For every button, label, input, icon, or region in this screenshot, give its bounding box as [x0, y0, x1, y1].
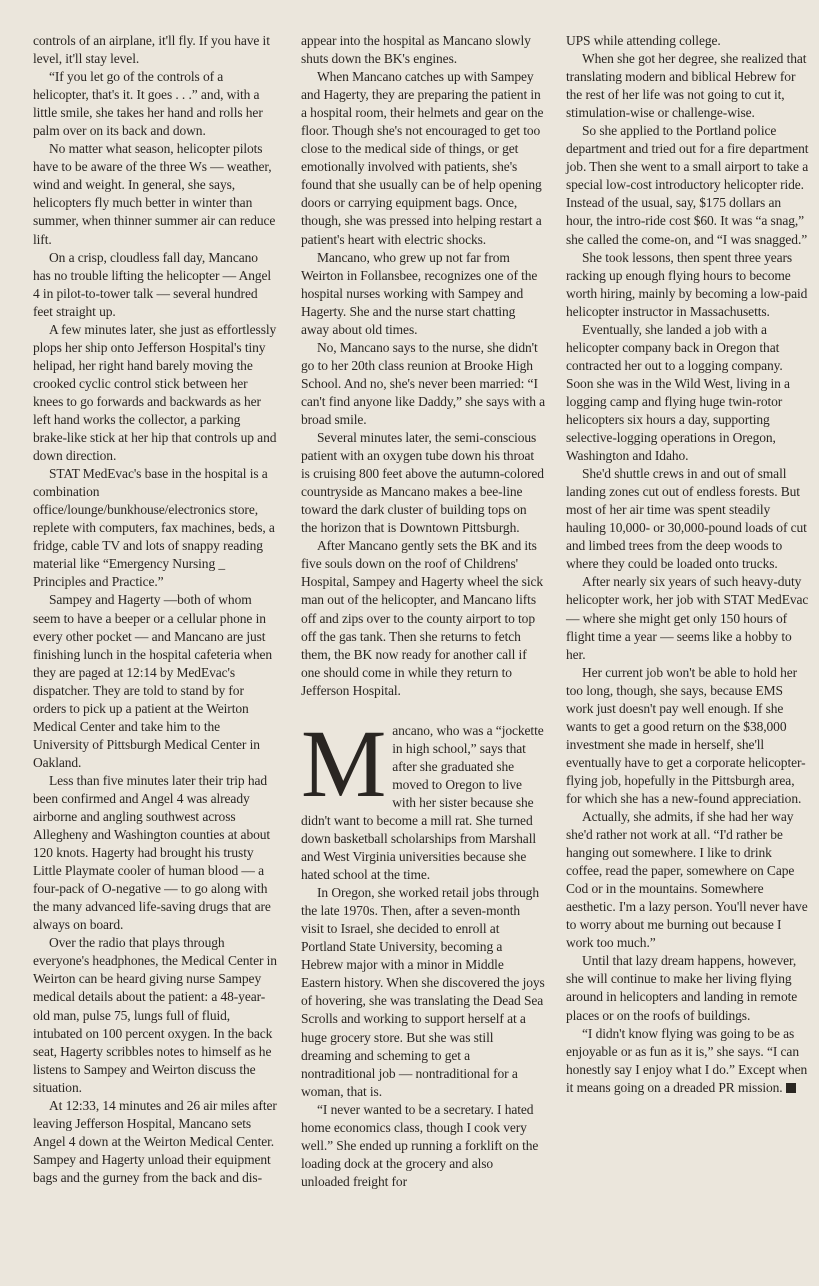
paragraph: Several minutes later, the semi-conscious patient with an oxygen tube down his throat is cruising 800 feet above the autumn-colored countryside as Mancano makes a bee-line toward the dark cluster of building tops on the horizon that is Downtown Pittsburgh. [301, 430, 544, 536]
paragraph: When Mancano catches up with Sampey and Hagerty, they are preparing the patient in a hospital room, their helmets and gear on the floor. Though she's not encouraged to get too close to the medical side of things, or get emotionally involved with patients, she's found that she usually can be of help opening doors or carrying equipment bags. Once, though, she was pressed into helping restart a patient's heart with electric shocks. [301, 69, 544, 247]
paragraph: No matter what season, helicopter pilots have to be aware of the three Ws — weather, wind and weight. In general, she says, helicopters fly much better in winter than summer, when thinner summer air can reduce lift. [33, 141, 276, 247]
end-mark-icon [786, 1083, 796, 1093]
final-paragraph-text: “I didn't know flying was going to be as enjoyable or as fun as it is,” she says. “I can honestly say I enjoy what I do.” Except when it means going on a dreaded PR mission. [566, 1025, 808, 1095]
paragraph: She took lessons, then spent three years racking up enough flying hours to become worth hiring, mainly by becoming a low-paid helicopter instructor in Massachusetts. [566, 249, 808, 319]
paragraph: Less than five minutes later their trip had been confirmed and Angel 4 was already airborne and angling southwest across Allegheny and Washington counties at about 120 knots. Hagerty had brought his trusty Little Playmate cooler of human blood — a four-pack of O-negative — to go along with the many advanced life-saving drugs that are always on board. [33, 772, 271, 933]
paragraph: “If you let go of the controls of a helicopter, that's it. It goes . . .” and, with a little smile, she takes her hand and rolls her palm over on its back and down. [33, 69, 263, 139]
paragraph: Over the radio that plays through everyone's headphones, the Medical Center in Weirton can be heard giving nurse Sampey medical details about the patient: a 48-year-old man, pulse 75, lungs full of fluid, intubated on 100 percent oxygen. In the back seat, Hagerty scribbles notes to himself as he listens to Sampey and Weirton discuss the situation. [33, 935, 277, 1095]
paragraph: Actually, she admits, if she had her way she'd rather not work at all. “I'd rather be hanging out somewhere. I like to drink coffee, read the paper, somewhere on Cape Cod or in the mountains. Somewhere aesthetic. I'm a lazy person. You'll never have to worry about me burning out because I work too much.” [566, 809, 808, 951]
column-1 [33, 32, 277, 1187]
paragraph: Eventually, she landed a job with a helicopter company back in Oregon that contracted her out to a logging company. Soon she was in the Wild West, living in a logging camp and flying huge twin-rotor helicopters six hours a day, supporting selective-logging operations in Oregon, Washington and Idaho. [566, 321, 790, 464]
paragraph: Her current job won't be able to hold her too long, though, she says, because EMS work just doesn't pay well enough. If she wants to get a good return on the $38,000 investment she made in herself, she'll eventually have to get a corporate helicopter-flying job, hopefully in the Pittsburgh area, for which she has a new-found appreciation. [566, 664, 806, 806]
paragraph: controls of an airplane, it'll fly. If you have it level, it'll stay level. [33, 33, 270, 67]
paragraph: In Oregon, she worked retail jobs through the late 1970s. Then, after a seven-month visit to Israel, she decided to enroll at Portland State University, becoming a Hebrew major with a minor in Middle Eastern history. When she discovered the joys of hovering, she was translating the Dead Sea Scrolls and working to support herself at a huge grocery store. But she was still dreaming and scheming to get a nontraditional job — nontraditional for a woman, that is. [301, 885, 545, 1099]
drop-cap: M [301, 709, 387, 817]
paragraph: She'd shuttle crews in and out of small landing zones cut out of endless forests. But most of her air time was spent steadily hauling 10,000- or 30,000-pound loads of cut and limbed trees from the deep woods to where they could be loaded onto trucks. [566, 466, 807, 572]
column-3 [566, 32, 810, 1097]
paragraph: So she applied to the Portland police department and tried out for a fire department job. Then she went to a small airport to take a special low-cost introductory helicopter ride. Instead of the usual, say, $175 dollars an hour, the intro-ride cost $60. It was “a snag,” she called the come-on, and “I was snagged.” [566, 123, 809, 247]
paragraph: Sampey and Hagerty —both of whom seem to have a beeper or a cellular phone in every other pocket — and Mancano are just finishing lunch in the hospital cafeteria when they are paged at 12:14 by MedEvac's dispatcher. They are told to stand by for orders to pick up a patient at the Weirton Medical Center and take him to the University of Pittsburgh Medical Center in Oakland. [33, 592, 273, 770]
paragraph: Mancano, who grew up not far from Weirton in Follansbee, recognizes one of the hospital nurses working with Sampey and Hagerty. She and the nurse start chatting away about old times. [301, 249, 538, 337]
paragraph: At 12:33, 14 minutes and 26 air miles after leaving Jefferson Hospital, Mancano sets Angel 4 down at the Weirton Medical Center. Sampey and Hagerty unload their equipment bags and the gurney from the back and dis- [33, 1097, 277, 1185]
column-2 [301, 32, 545, 1191]
paragraph: UPS while attending college. [566, 33, 721, 48]
paragraph: “I never wanted to be a secretary. I hated home economics class, though I cook very well.” She ended up running a forklift on the loading dock at the grocery and also unloaded freight for [301, 1101, 539, 1189]
dropcap-paragraph-text: ancano, who was a “jockette in high school,” says that after she graduated she moved to Oregon to live with her sister because she didn't want to become a mill rat. She turned down basketball scholarships from Marshall and West Virginia universities because she hated school at the time. [301, 722, 544, 883]
paragraph: A few minutes later, she just as effortlessly plops her ship onto Jefferson Hospital's tiny helipad, her right hand barely moving the crooked cyclic control stick between her knees to go forwards and backwards as her left hand works the collector, a parking brake-like stick at her hip that controls up and down direction. [33, 321, 277, 464]
paragraph: STAT MedEvac's base in the hospital is a combination office/lounge/bunkhouse/electronics store, replete with computers, fax machines, beds, a fridge, cable TV and lots of snappy reading material like “Emergency Nursing _ Principles and Practice.” [33, 466, 275, 590]
paragraph: appear into the hospital as Mancano slowly shuts down the BK's engines. [301, 33, 531, 67]
paragraph: No, Mancano says to the nurse, she didn't go to her 20th class reunion at Brooke High School. And no, she's never been married: “I can't find anyone like Daddy,” she says with a broad smile. [301, 339, 546, 427]
final-paragraph [566, 1025, 810, 1097]
paragraph: On a crisp, cloudless fall day, Mancano has no trouble lifting the helicopter — Angel 4 in pilot-to-tower talk — several hundred feet straight up. [33, 249, 272, 319]
paragraph: When she got her degree, she realized that translating modern and biblical Hebrew for the rest of her life was not going to cut it, stimulation-wise or challenge-wise. [566, 51, 807, 121]
paragraph: Until that lazy dream happens, however, she will continue to make her living flying around in helicopters and landing in remote places or on the roofs of buildings. [566, 953, 798, 1023]
paragraph-dropcap [301, 709, 545, 884]
paragraph: After nearly six years of such heavy-duty helicopter work, her job with STAT MedEvac — where she might get only 150 hours of flight time a year — seems like a hobby to her. [566, 574, 809, 662]
paragraph: After Mancano gently sets the BK and its five souls down on the roof of Childrens' Hospital, Sampey and Hagerty wheel the sick man out of the helicopter, and Mancano lifts off and zips over to the county airport to top off the gas tank. Then she returns to fetch them, the BK now ready for another call if one should come in while they return to Jefferson Hospital. [301, 538, 544, 698]
